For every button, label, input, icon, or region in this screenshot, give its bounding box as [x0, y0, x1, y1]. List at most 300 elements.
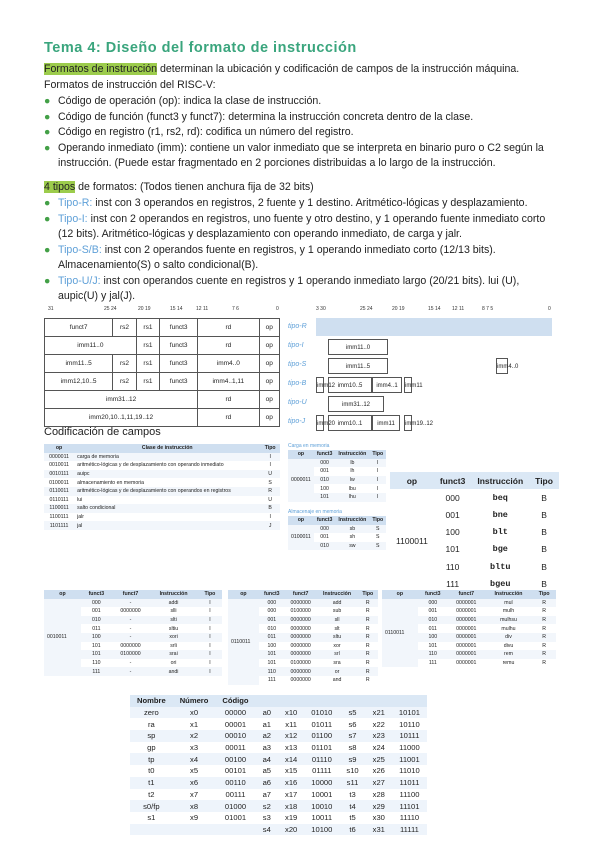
table-row — [44, 496, 280, 505]
table-cell: xori — [149, 633, 198, 642]
op-cell: 0010011 — [44, 599, 81, 676]
table-cell: S — [369, 542, 386, 551]
table-cell: B — [541, 561, 547, 572]
table-cell: and — [332, 677, 342, 684]
register-cell: 11010 — [399, 766, 420, 776]
register-cell: 11101 — [392, 800, 427, 812]
table-header — [130, 695, 427, 707]
register-cell: s8 — [348, 743, 357, 753]
bullet-icon: ● — [44, 110, 51, 123]
format-table-left — [44, 318, 280, 427]
register-cell: 00101 — [224, 766, 247, 776]
store-table — [288, 516, 386, 550]
table-row — [44, 487, 280, 496]
table-cell: I — [209, 625, 211, 632]
register-cell: 11111 — [392, 824, 427, 836]
format-row — [45, 337, 280, 355]
register-cell: x25 — [366, 753, 392, 765]
type-desc: inst con 2 operandos en registros, uno fuente y otro destino, y 1 operando fuente inmediato corto (12 bits). Aritmético-lógicas y desplazamiento con operando inmediato, de carga y jalr. — [58, 212, 546, 240]
table-cell: 101 — [445, 544, 460, 555]
table-cell: R — [358, 667, 378, 676]
table-cell: 010 — [81, 616, 112, 625]
register-cell: sp — [130, 730, 173, 742]
register-cell: 10000 — [304, 777, 339, 789]
table-cell: 100 — [445, 527, 460, 538]
table-cell: 0000000 — [285, 633, 317, 642]
table-cell: slt — [334, 625, 340, 632]
register-cell: a6 — [256, 777, 278, 789]
op-cell: 0000011 — [288, 459, 314, 502]
register-cell: 00000 — [215, 707, 255, 719]
table-cell: 101 — [428, 642, 438, 649]
format-field: rs2 — [113, 319, 136, 337]
column-header: Tipo — [198, 590, 222, 599]
table-cell: 0000001 — [456, 625, 477, 632]
table-cell: 111 — [81, 667, 112, 676]
format-field: funct3 — [160, 373, 198, 391]
register-cell: s6 — [348, 719, 357, 729]
register-cell: x20 — [278, 824, 304, 836]
register-cell: x8 — [173, 800, 216, 812]
register-cell: x23 — [366, 730, 392, 742]
register-cell: x2 — [173, 730, 216, 742]
table-cell: 101 — [267, 660, 277, 667]
table-cell: R — [532, 633, 556, 642]
op-cell: 0100011 — [288, 525, 314, 551]
column-header: funct3 — [81, 590, 112, 599]
register-cell: x15 — [285, 766, 298, 776]
table-cell: 011 — [428, 625, 437, 632]
register-cell: x30 — [372, 813, 385, 823]
table-cell: mulh — [502, 608, 515, 615]
register-cell: x17 — [285, 789, 298, 799]
format-row — [45, 391, 280, 409]
table-row — [44, 453, 280, 462]
register-cell: x6 — [173, 777, 216, 789]
table-row — [288, 459, 386, 468]
table-cell: R — [365, 660, 370, 667]
format-field: rd — [198, 337, 259, 355]
format-right-field: imm4..1 — [372, 377, 402, 393]
table-header — [228, 590, 378, 599]
register-cell: a2 — [256, 730, 278, 742]
table-header — [44, 590, 222, 599]
column-header: Instrucción — [149, 590, 198, 599]
register-cell: 11001 — [392, 753, 427, 765]
table-row — [130, 777, 427, 789]
bullet-text: Código en registro (r1, rs2, rd): codifica un número del registro. — [58, 126, 354, 138]
table-cell: bgeu — [490, 578, 511, 589]
table-cell: R — [260, 487, 280, 496]
type-bullet-text — [58, 274, 558, 305]
table-cell: 0000011 — [44, 453, 74, 462]
table-cell: 0000001 — [456, 660, 477, 667]
register-cell: t2 — [148, 789, 155, 799]
table-cell: remu — [502, 660, 515, 667]
column-header-blank — [339, 695, 365, 707]
register-cell: t1 — [130, 777, 173, 789]
store-title: Almacenaje en memoria — [288, 509, 342, 515]
register-cell: 10010 — [304, 800, 339, 812]
table-cell: 110 — [418, 650, 448, 659]
table-cell: - — [112, 616, 149, 625]
table-cell: 0000001 — [448, 650, 485, 659]
register-cell: x26 — [372, 766, 385, 776]
table-cell: R — [532, 599, 556, 608]
table-cell: R — [532, 616, 556, 625]
table-cell: R — [358, 616, 378, 625]
table-cell: 0000000 — [120, 642, 141, 649]
table-cell: - — [112, 633, 149, 642]
column-header: op — [390, 472, 434, 489]
table-cell: mul — [485, 599, 533, 608]
table-cell: J — [260, 521, 280, 530]
format-label: tipo-R — [288, 323, 307, 330]
table-cell: 101 — [81, 650, 112, 659]
table-cell: aritmético-lógicas y de desplazamiento con operando inmediato — [77, 462, 224, 469]
table-cell: - — [112, 667, 149, 676]
column-header: funct3 — [434, 472, 472, 489]
format-field: rd — [198, 319, 259, 337]
column-header: Instrucción — [471, 472, 529, 489]
register-cell: 01001 — [224, 813, 247, 823]
section-codificacion: Codificación de campos — [44, 426, 161, 438]
format-table-right — [316, 338, 552, 433]
table-header — [390, 472, 559, 489]
column-header: Nombre — [130, 695, 173, 707]
format-field: imm31..12 — [45, 391, 198, 409]
table-cell: 0000000 — [285, 599, 317, 608]
register-cell: x14 — [278, 753, 304, 765]
table-cell: div — [485, 633, 533, 642]
format-right-field: imm19..12 — [404, 415, 412, 431]
table-cell: lb — [335, 459, 369, 468]
format-right-row — [316, 338, 552, 357]
table-cell: 111 — [428, 660, 437, 667]
table-row — [130, 730, 427, 742]
type-tag: Tipo-I: — [58, 212, 88, 225]
table-cell: 101 — [314, 493, 336, 502]
column-header: Instrucción — [485, 590, 533, 599]
register-cell: 00010 — [215, 730, 255, 742]
format-field: imm4..1,11 — [198, 373, 259, 391]
table-cell: I — [269, 462, 271, 469]
register-cell: 01101 — [311, 743, 333, 753]
column-header: Instrucción — [335, 450, 369, 459]
format-row — [45, 409, 280, 427]
table-cell: beq — [492, 492, 508, 503]
format-field: funct3 — [160, 337, 198, 355]
register-cell: 10001 — [311, 789, 333, 799]
table-cell: 111 — [267, 677, 276, 684]
table-cell: 110 — [259, 667, 285, 676]
column-header: funct3 — [314, 516, 336, 525]
table-cell: 0100000 — [112, 650, 149, 659]
register-cell: x10 — [278, 707, 304, 719]
table-cell: 001 — [320, 468, 329, 475]
intro — [44, 62, 564, 93]
table-cell: S — [376, 534, 380, 541]
register-cell: t3 — [349, 789, 356, 799]
register-cell: 00111 — [225, 789, 246, 799]
register-cell: 00100 — [215, 753, 255, 765]
column-header: Tipo — [532, 590, 556, 599]
table-cell: 110 — [445, 561, 460, 572]
format-field: rs1 — [136, 337, 159, 355]
imm-arith-table — [44, 590, 222, 676]
register-cell: x16 — [278, 777, 304, 789]
table-row — [130, 800, 427, 812]
op-cell: 0110011 — [382, 599, 418, 668]
table-cell: aritmético-lógicas y de desplazamiento con operandos en registros — [74, 487, 260, 496]
table-cell: I — [369, 459, 386, 468]
format-right-field: imm11..0 — [328, 339, 388, 355]
register-cell: a0 — [256, 707, 278, 719]
bullet-text: Operando inmediato (imm): contiene un valor inmediato que se interpreta en binario puro o C2 según la instrucción. (Puede estar fragmentado en 2 porciones distribuidas a lo largo de la instrucción. — [58, 141, 544, 169]
table-cell: R — [365, 608, 370, 615]
register-cell: x31 — [366, 824, 392, 836]
table-cell: slti — [149, 616, 198, 625]
table-cell: bne — [492, 509, 508, 520]
format-right-row — [316, 357, 552, 376]
table-cell: rem — [485, 650, 533, 659]
register-cell: 00001 — [224, 719, 247, 729]
table-cell: 111 — [446, 578, 460, 589]
table-cell: 011 — [259, 633, 285, 642]
table-cell: 0100000 — [290, 608, 311, 615]
register-cell: 10011 — [311, 813, 333, 823]
column-header-blank — [304, 695, 339, 707]
register-cell: a7 — [262, 789, 272, 799]
table-cell: 0000000 — [290, 625, 311, 632]
format-right-field: imm11 — [372, 415, 400, 431]
table-cell: B — [541, 492, 547, 503]
register-cell: x29 — [366, 800, 392, 812]
register-cell: 00011 — [225, 743, 246, 753]
register-cell — [173, 824, 216, 836]
register-cell: 01111 — [312, 766, 332, 776]
register-cell: x27 — [366, 777, 392, 789]
register-cell: 10110 — [399, 719, 420, 729]
format-right-field: imm31..12 — [328, 396, 384, 412]
table-cell: sub — [332, 608, 342, 615]
table-cell: I — [198, 667, 222, 676]
table-cell: andi — [149, 667, 198, 676]
table-header — [288, 516, 386, 525]
format-field: rd — [198, 391, 259, 409]
register-cell: a3 — [262, 743, 272, 753]
register-cell: 01011 — [311, 719, 333, 729]
table-cell: R — [365, 642, 370, 649]
column-header-blank — [278, 695, 304, 707]
table-cell: 1100111 — [49, 514, 69, 521]
format-labels — [288, 318, 307, 432]
table-row — [130, 753, 427, 765]
table-cell: 1100011 — [44, 504, 74, 513]
format-field: rs2 — [113, 355, 136, 373]
format-row — [45, 355, 280, 373]
table-row — [130, 812, 427, 824]
table-cell: 0010011 — [49, 462, 69, 469]
table-cell: B — [541, 544, 547, 555]
table-cell: I — [198, 633, 222, 642]
column-header: Instrucción — [317, 590, 358, 599]
table-cell: mulhsu — [485, 616, 533, 625]
bullet-icon: ● — [44, 212, 51, 225]
register-cell: a1 — [262, 719, 272, 729]
register-cell: x13 — [285, 743, 298, 753]
table-cell: 101 — [92, 642, 101, 649]
column-header: funct7 — [448, 590, 485, 599]
format-label: tipo-U — [288, 399, 307, 406]
table-cell: ori — [170, 660, 177, 667]
table-cell: 100 — [418, 633, 448, 642]
table-cell: divu — [503, 642, 514, 649]
table-cell: mulhu — [501, 625, 516, 632]
tipos-highlight: 4 tipos — [44, 181, 76, 193]
register-cell: zero — [130, 707, 173, 719]
table-cell: U — [260, 470, 280, 479]
table-row — [44, 461, 280, 470]
register-cell: x19 — [285, 813, 298, 823]
table-row — [44, 504, 280, 513]
register-cell: 01000 — [215, 800, 255, 812]
register-cell: s1 — [147, 813, 156, 823]
column-header: funct7 — [112, 590, 149, 599]
register-cell: x11 — [285, 719, 297, 729]
table-cell: 010 — [418, 616, 448, 625]
type-tag: Tipo-S/B: — [58, 243, 102, 256]
format-label: tipo-J — [288, 418, 306, 425]
table-cell: 0000001 — [448, 616, 485, 625]
bullet-item — [44, 110, 564, 126]
load-table — [288, 450, 386, 502]
table-row — [130, 718, 427, 730]
table-cell: 0110111 — [49, 496, 69, 503]
format-right-row — [316, 414, 552, 433]
register-table — [130, 695, 427, 835]
format-right-field: imm11 — [404, 377, 412, 393]
table-cell: - — [129, 660, 132, 667]
table-cell: 011 — [92, 625, 101, 632]
column-header: Instrucción — [335, 516, 369, 525]
table-cell: 001 — [428, 608, 438, 615]
format-label: tipo-I — [288, 342, 304, 349]
table-cell: sltu — [317, 633, 358, 642]
table-cell: auipc — [74, 470, 260, 479]
register-cell: x9 — [190, 813, 199, 823]
table-cell: B — [260, 504, 280, 513]
table-cell: 001 — [320, 534, 329, 541]
table-cell: 0100011 — [49, 479, 69, 486]
format-field: rd — [198, 409, 259, 427]
format-label: tipo-B — [288, 380, 307, 387]
format-right-r-row — [316, 318, 552, 336]
table-cell: 100 — [267, 642, 277, 649]
table-cell: I — [209, 608, 211, 615]
table-cell: bge — [492, 544, 508, 555]
table-cell: sltiu — [168, 625, 179, 632]
format-row — [45, 373, 280, 391]
register-cell: s7 — [339, 730, 365, 742]
table-row — [44, 599, 222, 608]
column-header: Tipo — [358, 590, 378, 599]
table-cell: R — [542, 625, 547, 632]
table-cell: 010 — [314, 476, 336, 485]
table-cell: 0100000 — [290, 660, 311, 667]
register-cell: s11 — [339, 777, 365, 789]
format-right-field: imm10..1 — [328, 415, 372, 431]
format-field: op — [259, 373, 280, 391]
bullet-text: Código de función (funct3 y funct7): determina la instrucción concreta dentro de la clase. — [58, 110, 474, 123]
table-cell: lh — [350, 468, 355, 475]
table-cell: 000 — [418, 599, 448, 608]
bullet-icon: ● — [44, 274, 51, 287]
table-cell: almacenamiento en memoria — [77, 479, 144, 486]
register-cell: x24 — [372, 743, 385, 753]
register-cell: gp — [147, 743, 156, 753]
table-cell: R — [358, 599, 378, 608]
table-cell: 110 — [92, 660, 101, 667]
intro-line2: Formatos de instrucción del RISC-V: — [44, 78, 216, 91]
op-class-table — [44, 444, 280, 530]
table-cell: I — [377, 485, 379, 492]
table-cell: 001 — [92, 608, 101, 615]
register-cell: x18 — [278, 800, 304, 812]
type-bullet — [44, 243, 564, 274]
format-field: imm11..5 — [45, 355, 113, 373]
register-cell: 11110 — [399, 813, 420, 823]
bullet-icon: ● — [44, 141, 51, 154]
table-cell: lui — [77, 496, 83, 503]
format-right-row — [316, 376, 552, 395]
format-right-field: imm20 — [316, 415, 324, 431]
table-cell: sw — [335, 542, 369, 551]
type-bullet — [44, 274, 564, 305]
bullet-text: Código de operación (op): indica la clase de instrucción. — [58, 95, 322, 107]
table-cell: 000 — [81, 599, 112, 608]
table-cell: 0000001 — [448, 633, 485, 642]
table-cell: R — [358, 633, 378, 642]
table-cell: blt — [492, 527, 508, 538]
register-cell: x12 — [278, 730, 304, 742]
table-cell: 0000001 — [456, 608, 477, 615]
register-cell: tp — [130, 753, 173, 765]
column-header: Tipo — [369, 450, 386, 459]
column-header: op — [382, 590, 418, 599]
bullet-icon: ● — [44, 126, 51, 138]
table-cell: I — [198, 599, 222, 608]
type-desc: inst con 2 operandos fuente en registros, y 1 operando inmediato corto (12/13 bits). Almacenamiento(S) o salto condicional(B). — [58, 243, 496, 271]
format-field: op — [259, 355, 280, 373]
table-cell: S — [268, 479, 272, 486]
table-header — [382, 590, 556, 599]
table-row — [44, 478, 280, 487]
register-cell: s3 — [262, 813, 271, 823]
column-header: funct7 — [285, 590, 317, 599]
table-cell: 0110011 — [44, 487, 74, 496]
register-cell: 00110 — [215, 777, 255, 789]
bullet-icon: ● — [44, 243, 51, 256]
register-cell: 11011 — [392, 777, 427, 789]
format-field: imm4..0 — [198, 355, 259, 373]
format-field: op — [259, 409, 280, 427]
format-field: imm12,10..5 — [45, 373, 113, 391]
bullet-icon: ● — [44, 197, 51, 209]
table-cell: 0000000 — [285, 667, 317, 676]
register-cell: s2 — [256, 800, 278, 812]
reg-arith-table — [228, 590, 378, 685]
